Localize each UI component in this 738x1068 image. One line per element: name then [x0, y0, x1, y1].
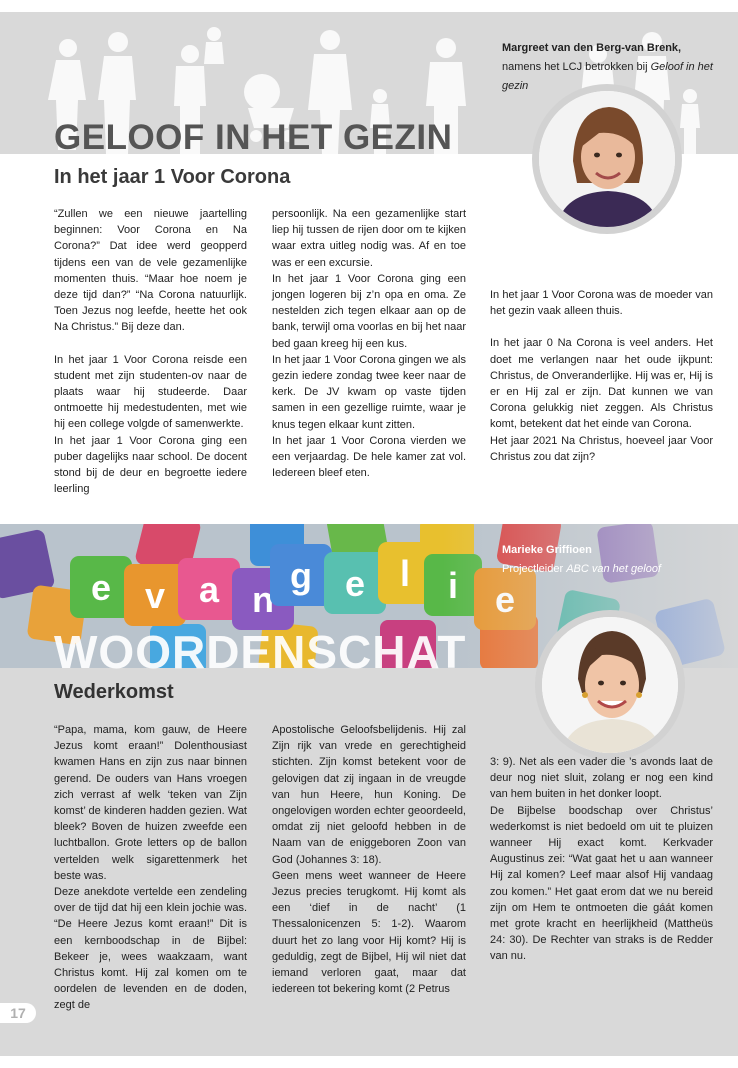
author-role: Projectleider	[502, 563, 567, 575]
article-column-3	[490, 287, 713, 465]
author-role: namens het LCJ betrokken bij	[502, 61, 651, 73]
paragraph: “Zullen we een nieuwe jaartelling beginnen: Voor Corona en Na Corona?” Dat idee werd geopperd tijdens een van de vele gezamenlijke momenten thuis. “Maar hoe noem je deze tijd dan?” “Na Corona natuurlijk. Toen Jezus nog leefde, heette het ook Na Christus.” Bij deze dan.	[54, 208, 247, 334]
article-column-2	[272, 206, 466, 481]
paragraph: In het jaar 1 Voor Corona reisde een student met zijn studenten-ov naar de plaats waar hij studeerde. Daar ontmoette hij medestudenten, met wie hij een college volgde of samenwerkte. In het jaar 1 Voor Corona ging een puber dagelijks naar school. De docent stond bij de deur en begroette iedere leerling	[54, 353, 247, 496]
article-column-1	[54, 722, 247, 1014]
paragraph: 3: 9). Net als een vader die ’s avonds laat de deur nog niet sluit, zolang er nog een kind van hem buiten in het donker loopt. De Bijbelse boodschap over Christus’ wederkomst is niet bedoeld om uit te pluizen wanneer Hij exact komt. Kerkvader Augustinus zei: “Wat gaat het u aan wanneer Hij zal komen? Leef maar alsof Hij vandaag zou komen.” Het gaat erom dat we nu bereid zijn om Hem te ontmoeten die gáát komen met grote kracht en heerlijkheid (Mattheüs 24: 30). De Rechter van straks is de Redder van nu.	[490, 756, 713, 963]
paragraph: In het jaar 1 Voor Corona was de moeder van het gezin vaak alleen thuis.	[490, 289, 713, 318]
section-title: GELOOF IN HET GEZIN	[54, 118, 453, 157]
article-column-2	[272, 722, 466, 997]
paragraph: persoonlijk. Na een gezamenlijke start liep hij tussen de rijen door om te kijken waar extra uitleg nodig was. Af en toe was er een excursie. In het jaar 1 Voor Corona ging een jongen logeren bij z’n opa en oma. Ze nestelden zich tegen elkaar aan op de bank, terwijl oma voorlas en bij het naar bed gaan kreeg hij een kus. In het jaar 1 Voor Corona gingen we als gezin iedere zondag twee keer naar de kerk. De JV kwam op vaste tijden samen in een gezellige ruimte, waar je knus tegen elkaar kunt zitten. In het jaar 1 Voor Corona vierden we een verjaardag. De hele kamer zat vol. Iedereen bleef eten.	[272, 208, 466, 480]
paragraph: “Papa, mama, kom gauw, de Heere Jezus komt eraan!” Dolenthousiast kwamen Hans en zijn zus naar binnen gerend. De ouders van Hans vroegen zich verrast af welk ‘teken van Zijn komst’ de kinderen hadden gezien. Wat bleek? Boven de huizen zweefde een luchtballon. Grote letters op de ballon vertelden welk sigarettenmerk het beste was. Deze anekdote vertelde een zendeling over de tijd dat hij een klein jochie was. “De Heere Jezus komt eraan!” Dit is een kernboodschap in de Bijbel: Bekeer je, wees waakzaam, want Christus komt. Hij zal komen om te oordelen de levenden en de doden, zegt de	[54, 724, 247, 1012]
article-column-1	[54, 206, 247, 497]
page-number: 17	[0, 1003, 36, 1023]
author-credit	[502, 540, 722, 578]
paragraph: In het jaar 0 Na Corona is veel anders. Het doet me verlangen naar het oude ijkpunt: Christus, de Onveranderlijke. Hij was er, Hij is er en Hij zal er zijn. Dat kunnen we van Corona gelukkig niet zeggen. Als Christus komt, betekent dat het einde van Corona. Het jaar 2021 Na Christus, hoeveel jaar Voor Christus zou dat zijn?	[490, 337, 713, 463]
author-portrait	[532, 84, 682, 234]
author-name: Margreet van den Berg-van Brenk,	[502, 42, 682, 54]
section-subtitle: Wederkomst	[54, 681, 174, 703]
author-portrait	[535, 610, 685, 760]
portrait-photo	[542, 617, 678, 753]
author-name: Marieke Griffioen	[502, 544, 592, 556]
section-subtitle: In het jaar 1 Voor Corona	[54, 166, 291, 188]
section-title: WOORDENSCHAT	[54, 626, 467, 678]
author-project: Geloof in het gezin	[502, 61, 713, 92]
author-project: ABC van het geloof	[566, 563, 661, 575]
article-column-3	[490, 754, 713, 965]
portrait-photo	[539, 91, 675, 227]
paragraph: Apostolische Geloofsbelijdenis. Hij zal Zijn rijk van vrede en gerechtigheid stichten. Zijn komst betekent voor de gelovigen dat zij ingaan in de vreugde van hun Heere, hun Koning. De ongelovigen worden echter geoordeeld, omdat zij niet geloofd hebben in de Naam van de eniggeboren Zoon van God (Johannes 3: 18). Geen mens weet wanneer de Heere Jezus precies terugkomt. Hij komt als een ‘dief in de nacht’ (1 Thessalonicenzen 5: 1-2). Waarom duurt het zo lang voor Hij komt? Hij is geduldig, zegt de Bijbel, Hij wil niet dat iemand verloren gaat, maar dat iedereen tot bekering komt (2 Petrus	[272, 724, 466, 996]
